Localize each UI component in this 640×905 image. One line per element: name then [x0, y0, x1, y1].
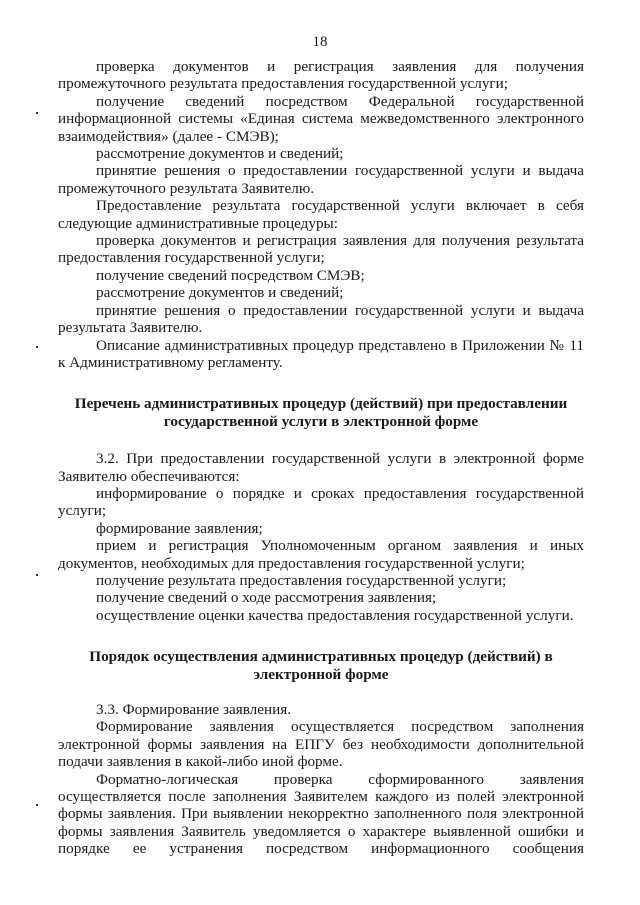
paragraph: получение результата предоставления государственной услуги; [96, 571, 507, 589]
scan-speck [36, 574, 38, 576]
paragraph: Форматно-логическая проверка сформированного заявления осуществляется после заполнения Заявителем каждого из полей электронной формы заявления. При выявлении некорректно заполненного поля электронной формы заявления Заявитель уведомляется о характере выявленной ошибки и порядке ее устранения посредством информационного сообщения [58, 770, 584, 858]
page-number: 18 [312, 34, 328, 50]
paragraph: принятие решения о предоставлении государственной услуги и выдача результата Заявителю. [58, 301, 584, 337]
paragraph: Описание административных процедур представлено в Приложении № 11 к Административному регламенту. [58, 336, 584, 371]
paragraph: прием и регистрация Уполномоченным органом заявления и иных документов, необходимых для предоставления государственной услуги; [58, 537, 584, 572]
paragraph: осуществление оценки качества предоставления государственной услуги. [96, 606, 574, 624]
paragraph: получение сведений посредством СМЭВ; [96, 266, 365, 284]
paragraph: Формирование заявления осуществляется посредством заполнения электронной формы заявления на ЕПГУ без необходимости дополнительной подачи заявления в какой-либо иной форме. [58, 718, 584, 771]
section-heading: Перечень административных процедур (действий) при предоставлении государственной услуги в электронной форме [74, 395, 568, 430]
paragraph: проверка документов и регистрация заявления для получения результата предоставления государственной услуги; [58, 232, 584, 267]
section-heading: Порядок осуществления административных процедур (действий) в электронной форме [89, 648, 553, 683]
paragraph: 3.3. Формирование заявления. [96, 701, 292, 718]
paragraph: принятие решения о предоставлении государственной услуги и выдача промежуточного результата Заявителю. [58, 162, 584, 197]
paragraph: рассмотрение документов и сведений; [96, 145, 344, 163]
scan-speck [36, 112, 38, 114]
scan-speck [36, 346, 38, 348]
paragraph: проверка документов и регистрация заявления для получения промежуточного результата предоставления государственной услуги; [58, 58, 584, 93]
paragraph: получение сведений о ходе рассмотрения заявления; [96, 589, 437, 607]
document-body [58, 58, 584, 858]
paragraph: формирование заявления; [96, 519, 263, 537]
scan-speck [36, 804, 38, 806]
paragraph: получение сведений посредством Федеральной государственной информационной системы «Единая система межведомственного электронного взаимодействия» (далее - СМЭВ); [58, 92, 584, 145]
paragraph: рассмотрение документов и сведений; [96, 284, 344, 302]
paragraph: Предоставление результата государственной услуги включает в себя следующие административные процедуры: [58, 197, 584, 232]
paragraph: информирование о порядке и сроках предоставления государственной услуги; [58, 484, 584, 520]
paragraph: 3.2. При предоставлении государственной услуги в электронной форме Заявителю обеспечиваются: [58, 450, 584, 485]
